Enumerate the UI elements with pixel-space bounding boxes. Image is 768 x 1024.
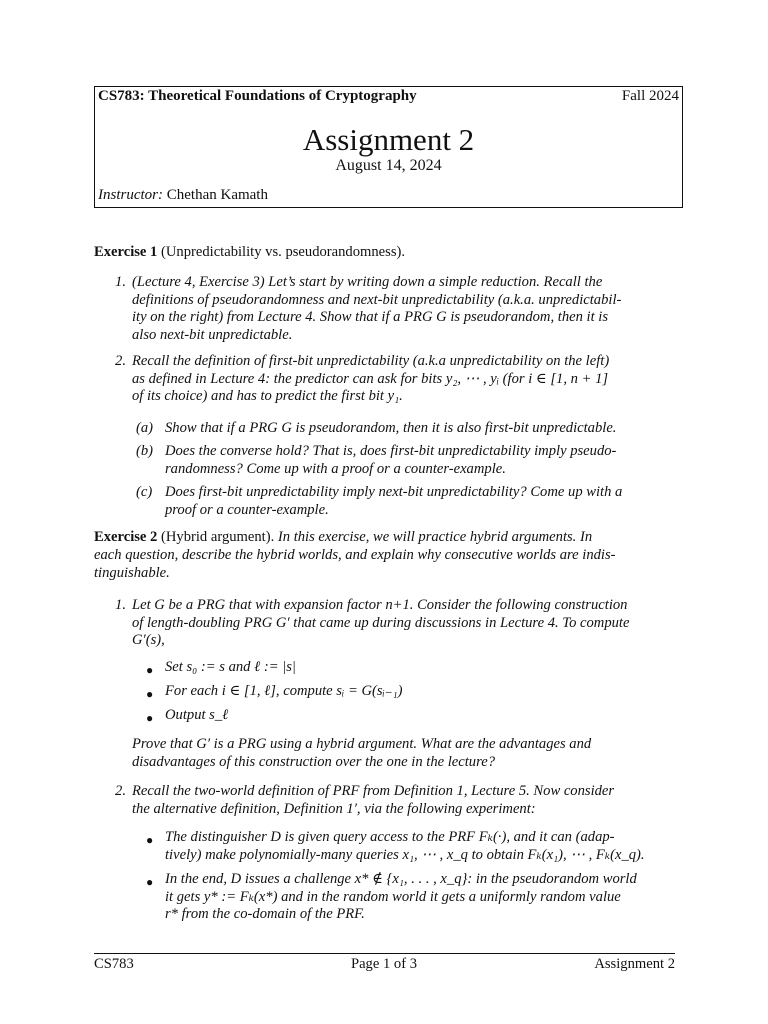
ex2-q2-bullet-2	[165, 871, 680, 924]
part-line: Show that if a PRG G is pseudorandom, then it is also first-bit unpredictable.	[165, 420, 617, 436]
part-line: randomness? Come up with a proof or a counter-example.	[165, 460, 506, 477]
exercise-2-intro-line: In this exercise, we will practice hybrid arguments. In	[277, 529, 593, 545]
bullet-dot: ●	[146, 711, 154, 725]
assignment-title: Assignment 2	[302, 122, 475, 157]
header-box	[94, 86, 683, 208]
exercise-2-intro-line: tinguishable.	[94, 564, 170, 581]
bullet-dot: ●	[146, 687, 154, 701]
exercise-2-label: Exercise 2	[94, 529, 158, 545]
ex2-q1-line: Let G be a PRG that with expansion factor n+1. Consider the following construction	[132, 597, 628, 613]
term: Fall 2024	[621, 88, 679, 104]
ex2-q1-line: of length-doubling PRG G′ that came up during discussions in Lecture 4. To compute	[132, 614, 630, 631]
ex1-q2-number: 2.	[115, 353, 126, 369]
ex2-q1-bullet: Output s_ℓ	[165, 707, 229, 723]
ex1-q2-text	[132, 353, 677, 406]
footer-rule	[94, 953, 675, 954]
ex2-q1-text	[132, 597, 677, 650]
ex2-q1-bullet: Set s₀ := s and ℓ := |s|	[165, 659, 296, 675]
bullet-dot: ●	[146, 875, 154, 889]
exercise-1-title: (Unpredictability vs. pseudorandomness).	[161, 244, 406, 260]
exercise-1-label: Exercise 1	[94, 244, 158, 260]
ex2-q2-text	[132, 783, 677, 818]
ex2-q1-followup-line: disadvantages of this construction over the one in the lecture?	[132, 753, 496, 770]
ex1-q1-line: definitions of pseudorandomness and next-bit unpredictability (a.k.a. unpredictabil-	[132, 291, 622, 308]
bullet-line: r* from the co-domain of the PRF.	[165, 906, 365, 923]
exercise-2-heading	[94, 529, 684, 547]
footer-course: CS783	[94, 956, 134, 972]
assignment-date: August 14, 2024	[335, 157, 442, 174]
footer-doc-title: Assignment 2	[594, 956, 675, 972]
ex2-q2-line: Recall the two-world definition of PRF from Definition 1, Lecture 5. Now consider	[132, 783, 615, 799]
bullet-line: tively) make polynomially-many queries x₁, ⋯ , x_q to obtain Fₖ(x₁), ⋯ , Fₖ(x_q).	[165, 846, 645, 863]
exercise-2-title: (Hybrid argument).	[161, 529, 275, 545]
ex1-q2-part-b-text	[165, 443, 685, 478]
ex2-q1-followup	[132, 736, 677, 771]
exercise-2-intro	[94, 547, 684, 582]
ex2-q1-bullet: For each i ∈ [1, ℓ], compute sᵢ = G(sᵢ₋₁)	[165, 683, 403, 699]
ex1-q2-line: Recall the definition of first-bit unpredictability (a.k.a unpredictability on the left)	[132, 353, 610, 369]
ex2-q2-number: 2.	[115, 783, 126, 799]
ex1-q2-line: as defined in Lecture 4: the predictor can ask for bits y₂, ⋯ , yᵢ (for i ∈ [1, n + 1]	[132, 370, 609, 387]
instructor-name: Chethan Kamath	[166, 187, 268, 203]
footer-page-number: Page 1 of 3	[350, 956, 418, 972]
ex2-q1-number: 1.	[115, 597, 126, 613]
ex1-q2-part-b-label: (b)	[136, 443, 154, 459]
bullet-dot: ●	[146, 833, 154, 847]
ex1-q1-text	[132, 274, 677, 344]
ex1-q2-part-c-text	[165, 484, 685, 519]
instructor-line	[98, 187, 268, 204]
ex1-q2-part-a-label: (a)	[136, 420, 154, 436]
ex2-q2-bullet-1	[165, 829, 680, 864]
bullet-line: In the end, D issues a challenge x* ∉ {x₁, . . . , x_q}: in the pseudorandom world	[165, 871, 637, 887]
bullet-line: it gets y* := Fₖ(x*) and in the random world it gets a uniformly random value	[165, 888, 621, 905]
ex1-q2-line: of its choice) and has to predict the first bit y₁.	[132, 388, 403, 405]
ex1-q1-line: (Lecture 4, Exercise 3) Let’s start by writing down a simple reduction. Recall the	[132, 274, 603, 290]
exercise-1-heading	[94, 244, 684, 262]
ex1-q2-part-c-label: (c)	[136, 484, 153, 500]
ex2-q1-followup-line: Prove that G′ is a PRG using a hybrid argument. What are the advantages and	[132, 736, 592, 752]
course-title: CS783: Theoretical Foundations of Cryptography	[98, 88, 417, 104]
instructor-label: Instructor:	[98, 187, 163, 203]
ex1-q2-part-a-text	[165, 420, 685, 438]
ex1-q1-number: 1.	[115, 274, 126, 290]
bullet-line: The distinguisher D is given query access to the PRF Fₖ(·), and it can (adap-	[165, 829, 615, 845]
part-line: proof or a counter-example.	[165, 501, 329, 518]
exercise-2-intro-line: each question, describe the hybrid worlds, and explain why consecutive worlds are indis-	[94, 547, 616, 563]
bullet-dot: ●	[146, 663, 154, 677]
part-line: Does first-bit unpredictability imply next-bit unpredictability? Come up with a	[165, 484, 623, 500]
part-line: Does the converse hold? That is, does first-bit unpredictability imply pseudo-	[165, 443, 617, 459]
ex2-q2-line: the alternative definition, Definition 1′, via the following experiment:	[132, 800, 536, 817]
ex1-q1-line: ity on the right) from Lecture 4. Show that if a PRG G is pseudorandom, then it is	[132, 309, 609, 326]
ex1-q1-line: also next-bit unpredictable.	[132, 326, 293, 343]
ex2-q1-line: G′(s),	[132, 632, 165, 649]
